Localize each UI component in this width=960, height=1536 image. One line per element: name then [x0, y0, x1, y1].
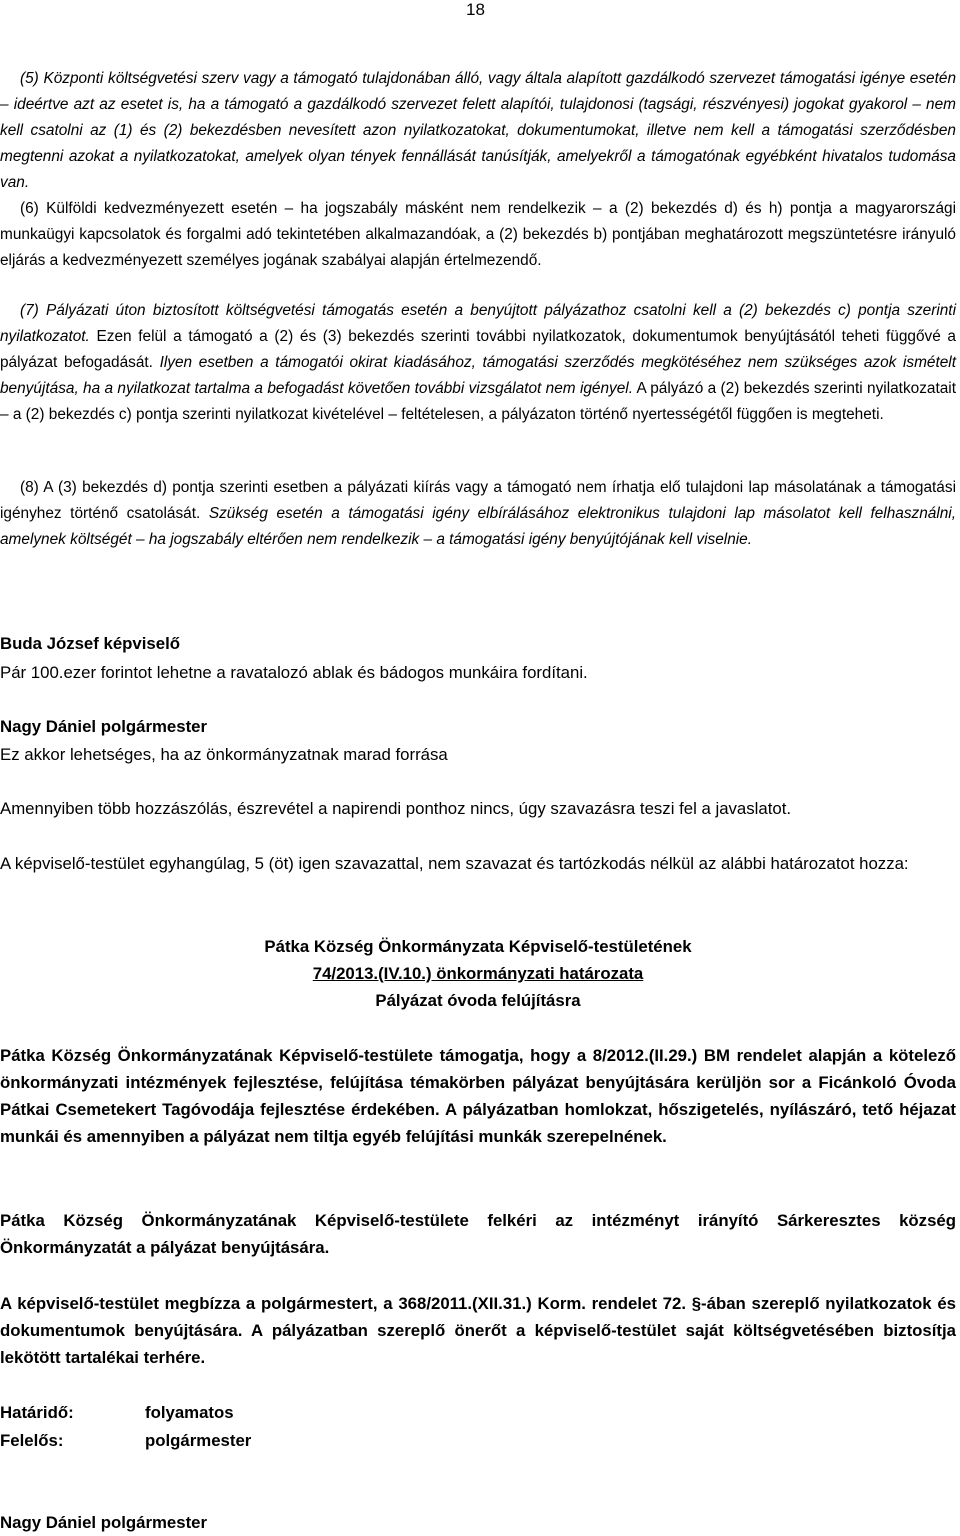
speaker-1-text: Pár 100.ezer forintot lehetne a ravatalozó ablak és bádogos munkáira fordítani.	[0, 663, 588, 682]
vote-call: Amennyiben több hozzászólás, észrevétel a napirendi ponthoz nincs, úgy szavazásra teszi fel a javaslatot.	[0, 799, 792, 818]
deadline-value: folyamatos	[145, 1403, 234, 1422]
speaker-1-name: Buda József képviselő	[0, 634, 180, 653]
paragraph-5: (5) Központi költségvetési szerv vagy a támogató tulajdonában álló, vagy általa alapított gazdálkodó szervezet támogatási igénye esetén – ideértve azt az esetet is, ha a támogató a gazdálkodó szervezet felett alapítói, tulajdonosi (tagsági, részvényesi) jogokat gyakorol – nem kell csatolni az (1) és (2) bekezdésben nevesített azon nyilatkozatokat, dokumentumokat, illetve nem kell a támogatási szerződésben megtenni azokat a nyilatkozatokat, amelyek olyan tények fennállását tanúsítják, amelyekről a támogatónak egyébként hivatalos tudomása van.	[0, 70, 956, 191]
paragraph-6: (6) Külföldi kedvezményezett esetén – ha jogszabály másként nem rendelkezik – a (2) bekezdés d) és h) pontja a magyarországi munkaügyi kapcsolatok és forgalmi adó tekintetében alkalmazandóak, a (2) bekezdés b) pontjában meghatározott megszüntetésre irányuló eljárás a kedvezményezett személyes jogának szabályai alapján értelmezendő.	[0, 200, 956, 269]
resolution-title-line-1: Pátka Község Önkormányzata Képviselő-testületének	[264, 937, 692, 956]
responsible-label: Felelős:	[0, 1431, 64, 1450]
final-speaker-name: Nagy Dániel polgármester	[0, 1513, 208, 1532]
deadline-label: Határidő:	[0, 1403, 74, 1422]
paragraph-8-plain-1: (8) A (3) bekezdés d) pontja szerinti esetben a pályázati kiírás vagy a támogató nem írhatja elő tulajdoni lap másolatának a támogatási igényhez történő csatolását.	[0, 479, 956, 522]
speaker-2-name: Nagy Dániel polgármester	[0, 717, 208, 736]
paragraph-8-italic-1: Szükség esetén a támogatási igény elbírálásához elektronikus tulajdoni lap másolatot kell felhasználni, amelynek költségét – ha jogszabály eltérően nem rendelkezik – a támogatási igény benyújtójának kell viselnie.	[0, 505, 957, 548]
paragraph-7-plain-2: A pályázó a (2) bekezdés szerinti nyilatkozatait – a (2) bekezdés c) pontja szerinti nyilatkozat kivételével – feltételesen, a pályázaton történő nyertességétől függően is megteheti.	[0, 380, 956, 423]
resolution-number: 74/2013.(IV.10.) önkormányzati határozata	[312, 964, 644, 983]
speaker-2-text: Ez akkor lehetséges, ha az önkormányzatnak marad forrása	[0, 745, 448, 764]
vote-result: A képviselő-testület egyhangúlag, 5 (öt) igen szavazattal, nem szavazat és tartózkodás nélkül az alábbi határozatot hozza:	[0, 854, 909, 873]
paragraph-8	[0, 475, 956, 553]
resolution-paragraph-2: Pátka Község Önkormányzatának Képviselő-testülete felkéri az intézményt irányító Sárkeresztes község Önkormányzatát a pályázat benyújtására.	[0, 1211, 956, 1257]
resolution-paragraph-1: Pátka Község Önkormányzatának Képviselő-testülete támogatja, hogy a 8/2012.(II.29.) BM rendelet alapján a kötelező önkormányzati intézmények fejlesztése, felújítása témakörben pályázat benyújtására kerüljön sor a Ficánkoló Óvoda Pátkai Csemetekert Tagóvodája fejlesztése érdekében. A pályázatban homlokzat, hőszigetelés, nyílászáró, tető héjazat munkái és amennyiben a pályázat nem tiltja egyéb felújítási munkák szerepelnének.	[0, 1046, 956, 1146]
resolution-title-line-3: Pályázat óvoda felújításra	[375, 991, 581, 1010]
paragraph-7	[0, 298, 956, 428]
resolution-title-line-2	[0, 960, 956, 987]
deadline-row	[0, 1399, 956, 1426]
paragraph-7-italic-1: (7) Pályázati úton biztosított költségvetési támogatás esetén a benyújtott pályázathoz csatolni kell a (2) bekezdés c) pontja szerinti nyilatkozatot.	[0, 302, 956, 345]
responsible-row	[0, 1427, 956, 1454]
paragraph-7-italic-2: Ilyen esetben a támogatói okirat kiadásához, támogatási szerződés megkötéséhez nem szükséges azok ismételt benyújtása, ha a nyilatkozat tartalma a befogadást követően további vizsgálatot nem igényel.	[0, 354, 956, 397]
responsible-value: polgármester	[145, 1431, 252, 1450]
paragraph-7-plain-1: Ezen felül a támogató a (2) és (3) bekezdés szerinti további nyilatkozatok, dokumentumok benyújtásától teheti függővé a pályázat befogadását.	[0, 328, 956, 371]
page-number: 18	[466, 0, 485, 19]
resolution-paragraph-3: A képviselő-testület megbízza a polgármestert, a 368/2011.(XII.31.) Korm. rendelet 72. §-ában szereplő nyilatkozatok és dokumentumok benyújtására. A pályázatban szereplő önerőt a képviselő-testület saját költségvetésében biztosítja lekötött tartalékai terhére.	[0, 1294, 956, 1367]
